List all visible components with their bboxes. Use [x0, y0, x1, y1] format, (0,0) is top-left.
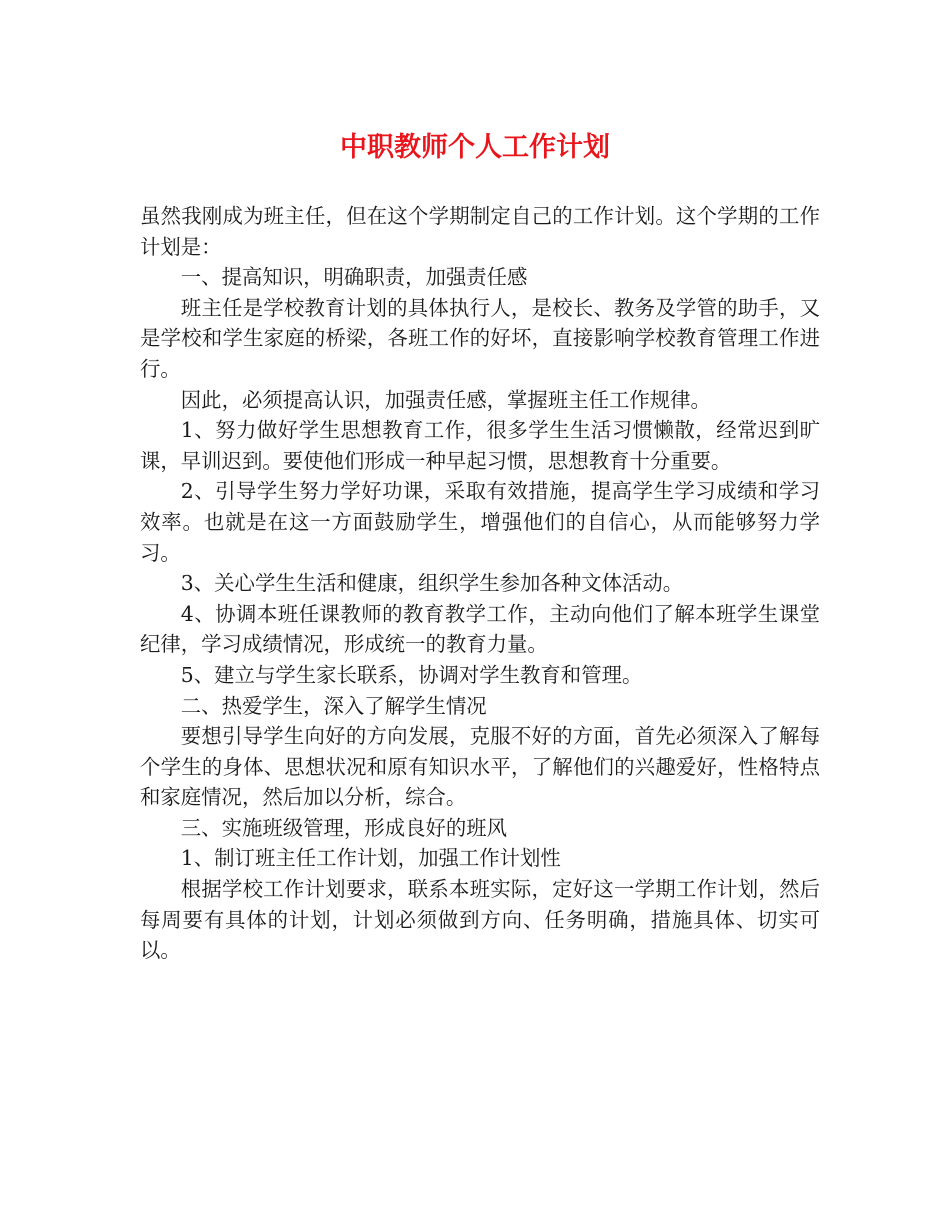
list-item-2: 2、引导学生努力学好功课，采取有效措施，提高学生学习成绩和学习效率。也就是在这一方面鼓励学生，增强他们的自信心，从而能够努力学习。	[140, 479, 820, 565]
document-body	[140, 201, 820, 966]
list-item-5: 5、建立与学生家长联系，协调对学生教育和管理。	[180, 662, 643, 687]
subsection-heading-3-1: 1、制订班主任工作计划，加强工作计划性	[180, 846, 561, 871]
section-heading-2: 二、热爱学生，深入了解学生情况	[180, 693, 487, 718]
paragraph-understand-students: 要想引导学生向好的方向发展，克服不好的方面，首先必须深入了解每个学生的身体、思想状况和原有知识水平，了解他们的兴趣爱好，性格特点和家庭情况，然后加以分析，综合。	[140, 724, 820, 810]
paragraph-plan: 根据学校工作计划要求，联系本班实际，定好这一学期工作计划，然后每周要有具体的计划，计划必须做到方向、任务明确，措施具体、切实可以。	[140, 877, 820, 963]
list-item-4: 4、协调本班任课教师的教育教学工作，主动向他们了解本班学生课堂纪律，学习成绩情况，形成统一的教育力量。	[140, 601, 820, 657]
section-heading-1: 一、提高知识，明确职责，加强责任感	[180, 265, 528, 290]
document-title: 中职教师个人工作计划	[340, 132, 610, 163]
list-item-1: 1、努力做好学生思想教育工作，很多学生生活习惯懒散，经常迟到旷课，早训迟到。要使他们形成一种早起习惯，思想教育十分重要。	[140, 418, 820, 473]
paragraph-intro: 虽然我刚成为班主任，但在这个学期制定自己的工作计划。这个学期的工作计划是：	[140, 204, 820, 259]
list-item-3: 3、关心学生生活和健康，组织学生参加各种文体活动。	[180, 571, 684, 596]
paragraph-awareness: 因此，必须提高认识，加强责任感，掌握班主任工作规律。	[180, 387, 711, 412]
paragraph-role: 班主任是学校教育计划的具体执行人，是校长、教务及学管的助手，又是学校和学生家庭的桥梁，各班工作的好坏，直接影响学校教育管理工作进行。	[140, 295, 820, 381]
section-heading-3: 三、实施班级管理，形成良好的班风	[180, 815, 508, 840]
